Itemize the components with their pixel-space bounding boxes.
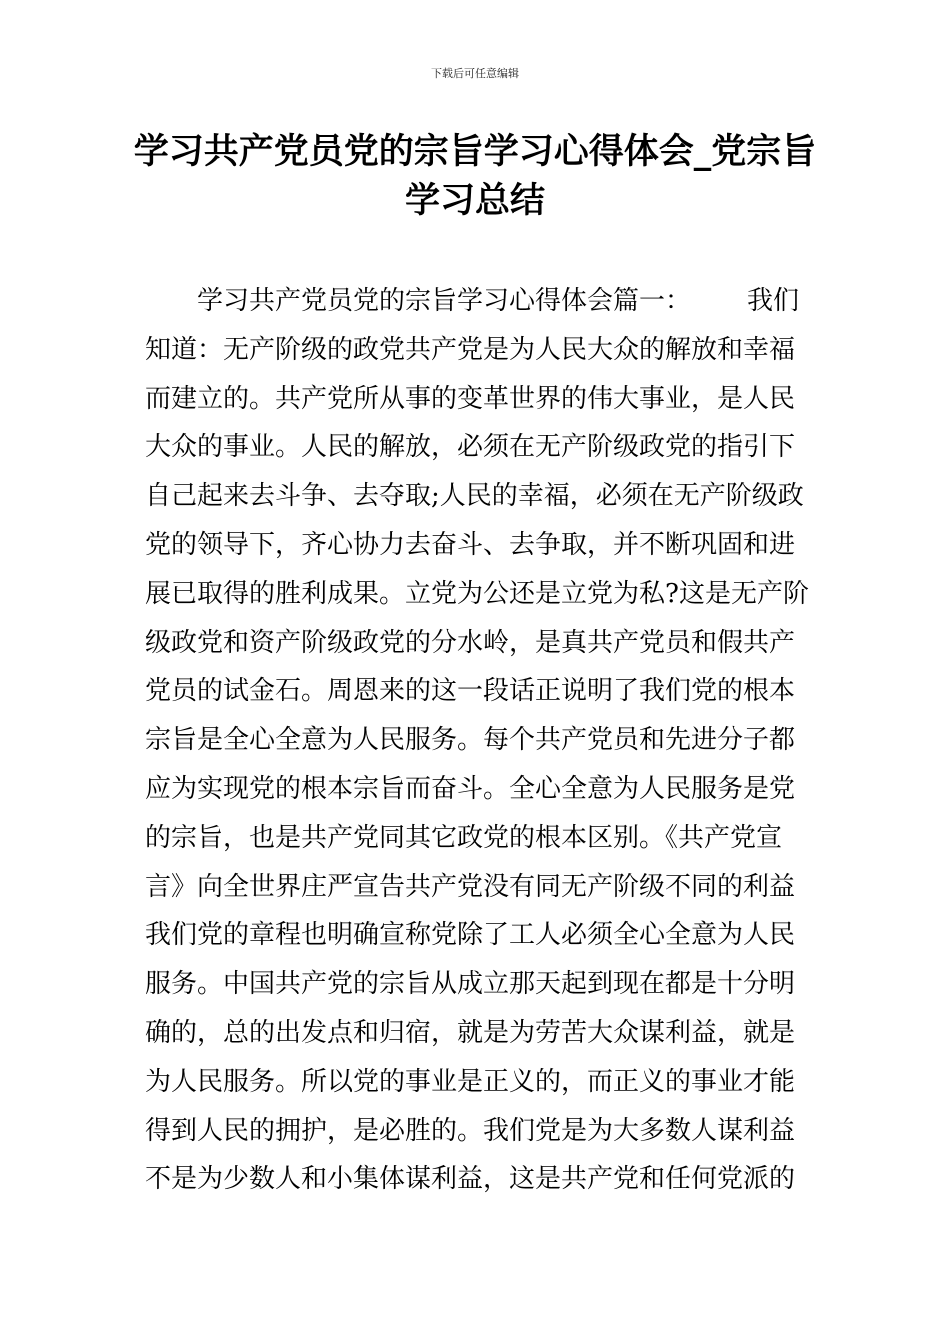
paragraph-line: 确的，总的出发点和归宿，就是为劳苦大众谋利益，就是 xyxy=(145,1017,796,1048)
paragraph-line: 党的领导下，齐心协力去奋斗、去争取，并不断巩固和进 xyxy=(145,529,796,560)
paragraph-line: 而建立的。共产党所从事的变革世界的伟大事业，是人民 xyxy=(145,383,796,414)
document-body xyxy=(145,277,825,1204)
first-line-tail: 我们 xyxy=(747,286,800,316)
header-note: 下载后可任意编辑 xyxy=(431,67,519,80)
paragraph-line: 党员的试金石。周恩来的这一段话正说明了我们党的根本 xyxy=(145,676,796,707)
paragraph-line: 宗旨是全心全意为人民服务。每个共产党员和先进分子都 xyxy=(145,725,796,756)
paragraph-first-line xyxy=(145,277,825,326)
paragraph-line: 展已取得的胜利成果。立党为公还是立党为私?这是无产阶 xyxy=(145,578,809,609)
paragraph-line: 自己起来去斗争、去夺取;人民的幸福，必须在无产阶级政 xyxy=(145,481,804,512)
paragraph-line: 大众的事业。人民的解放，必须在无产阶级政党的指引下 xyxy=(145,432,796,463)
paragraph-line: 为人民服务。所以党的事业是正义的，而正义的事业才能 xyxy=(145,1066,796,1097)
document-title: 学习共产党员党的宗旨学习心得体会_党宗旨学习总结 xyxy=(133,132,817,221)
paragraph-line: 言》向全世界庄严宣告共产党没有同无产阶级不同的利益 xyxy=(145,871,796,902)
paragraph-line: 我们党的章程也明确宣称党除了工人必须全心全意为人民 xyxy=(145,920,796,951)
section-heading: 学习共产党员党的宗旨学习心得体会篇一： xyxy=(197,286,692,316)
paragraph-line: 得到人民的拥护，是必胜的。我们党是为大多数人谋利益 xyxy=(145,1115,796,1146)
paragraph-line: 级政党和资产阶级政党的分水岭，是真共产党员和假共产 xyxy=(145,627,796,658)
paragraph-line: 知道：无产阶级的政党共产党是为人民大众的解放和幸福 xyxy=(145,334,796,365)
paragraph-line: 服务。中国共产党的宗旨从成立那天起到现在都是十分明 xyxy=(145,969,796,1000)
paragraph-line: 的宗旨，也是共产党同其它政党的根本区别。《共产党宣 xyxy=(145,822,783,853)
paragraph-line: 应为实现党的根本宗旨而奋斗。全心全意为人民服务是党 xyxy=(145,773,796,804)
paragraph-line: 不是为少数人和小集体谋利益，这是共产党和任何党派的 xyxy=(145,1164,796,1195)
